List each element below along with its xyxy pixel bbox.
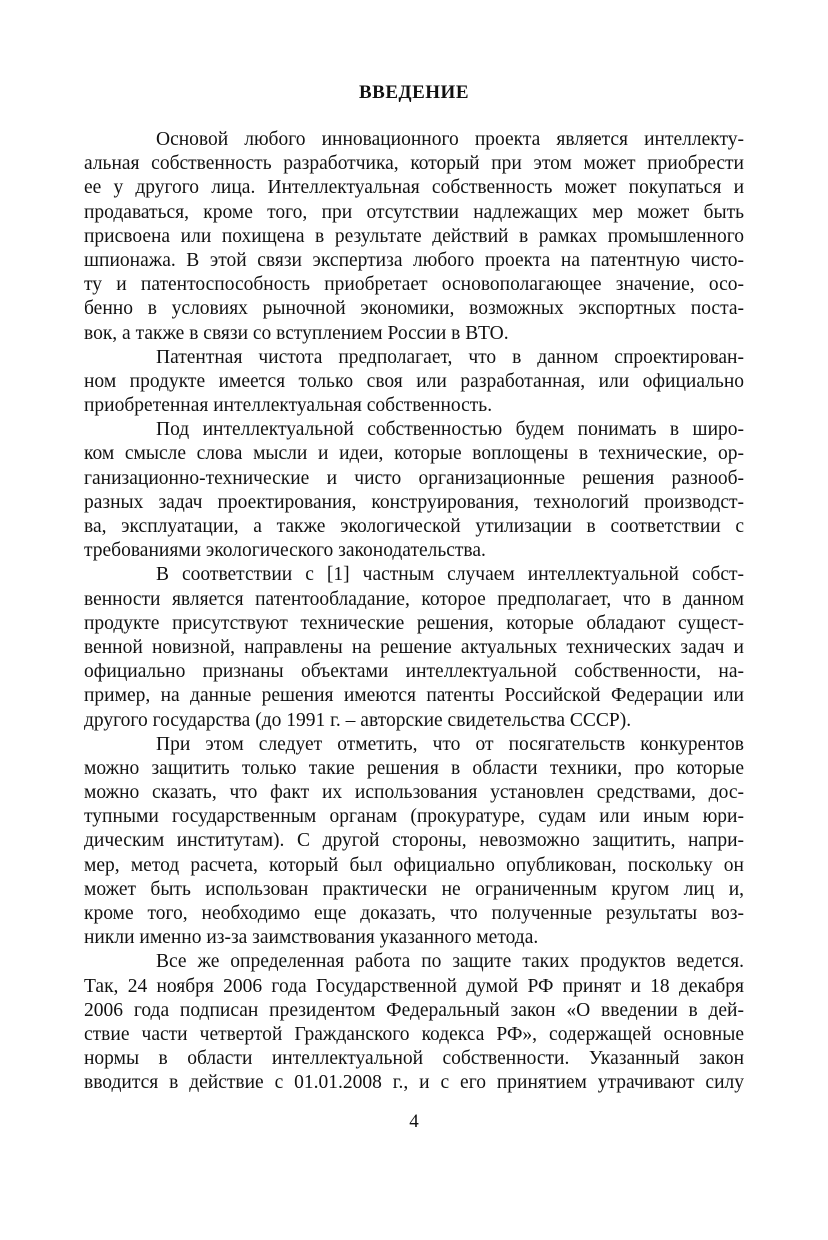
text-line: нормы в области интеллектуальной собственности. Указанный закон <box>84 1048 744 1070</box>
paragraph <box>84 950 744 1095</box>
text-line: продукте присутствуют технические решения, которые обладают сущест- <box>84 612 744 634</box>
document-page <box>84 80 744 1220</box>
text-line: ва, эксплуатации, а также экологической утилизации в соответствии с <box>84 516 744 537</box>
text-line: Основой любого инновационного проекта является интеллекту- <box>156 129 744 150</box>
text-line: вводится в действие с 01.01.2008 г., и с его принятием утрачивают силу <box>84 1072 744 1094</box>
text-line: продаваться, кроме того, при отсутствии надлежащих мер может быть <box>84 201 744 223</box>
text-line: Все же определенная работа по защите таких продуктов ведется. <box>156 951 744 973</box>
text-line: Под интеллектуальной собственностью будем понимать в широ- <box>156 419 744 441</box>
text-line: Патентная чистота предполагает, что в данном спроектирован- <box>156 346 744 368</box>
text-line: дическим институтам). С другой стороны, невозможно защитить, напри- <box>84 830 744 852</box>
text-line: венности является патентообладание, которое предполагает, что в данном <box>84 588 744 610</box>
text-line: кроме того, необходимо еще доказать, что полученные результаты воз- <box>84 903 744 924</box>
text-line: разных задач проектирования, конструирования, технологий производст- <box>84 491 744 513</box>
text-line: пример, на данные решения имеются патенты Российской Федерации или <box>84 685 744 707</box>
text-line: требованиями экологического законодательства. <box>84 540 486 562</box>
text-line: приобретенная интеллектуальная собственность. <box>84 395 493 417</box>
text-line: официально признаны объектами интеллектуальной собственности, на- <box>84 661 744 683</box>
text-line: ком смысле слова мысли и идеи, которые воплощены в технические, ор- <box>84 443 744 465</box>
text-line: присвоена или похищена в результате действий в рамках промышленного <box>84 225 744 247</box>
text-line: ту и патентоспособность приобретает основополагающее значение, осо- <box>84 274 744 296</box>
text-line: бенно в условиях рыночной экономики, возможных экспортных поста- <box>84 298 744 320</box>
page-number: 4 <box>409 1111 419 1132</box>
text-line: 2006 года подписан президентом Федеральный закон «О введении в дей- <box>84 999 744 1021</box>
text-line: ее у другого лица. Интеллектуальная собственность может покупаться и <box>84 177 744 199</box>
body-text <box>84 128 744 1096</box>
text-line: мер, метод расчета, который был официально опубликован, поскольку он <box>84 854 744 876</box>
paragraph <box>84 128 744 346</box>
paragraph <box>84 346 744 419</box>
text-line: При этом следует отметить, что от посягательств конкурентов <box>156 733 744 755</box>
text-line: может быть использован практически не ограниченным кругом лиц и, <box>84 878 744 900</box>
text-line: тупными государственным органам (прокуратуре, судам или иным юри- <box>84 806 744 828</box>
text-line: альная собственность разработчика, который при этом может приобрести <box>84 153 744 175</box>
text-line: шпионажа. В этой связи экспертиза любого проекта на патентную чисто- <box>84 249 744 271</box>
paragraph <box>84 418 744 563</box>
text-line: никли именно из-за заимствования указанного метода. <box>84 927 539 949</box>
text-line: другого государства (до 1991 г. – авторские свидетельства СССР). <box>84 709 632 731</box>
paragraph <box>84 733 744 951</box>
text-line: ствие части четвертой Гражданского кодекса РФ», содержащей основные <box>84 1023 744 1045</box>
text-line: В соответствии с [1] частным случаем интеллектуальной собст- <box>156 564 744 586</box>
text-line: венной новизной, направлены на решение актуальных технических задач и <box>84 636 744 658</box>
text-line: можно сказать, что факт их использования установлен средствами, дос- <box>84 782 744 804</box>
text-line: Так, 24 ноября 2006 года Государственной думой РФ принят и 18 декабря <box>84 975 744 997</box>
text-line: ном продукте имеется только своя или разработанная, или официально <box>84 370 744 392</box>
text-line: вок, а также в связи со вступлением России в ВТО. <box>84 322 509 344</box>
text-line: можно защитить только такие решения в области техники, про которые <box>84 757 744 779</box>
text-line: ганизационно-технические и чисто организационные решения разнооб- <box>84 467 744 489</box>
paragraph <box>84 563 744 732</box>
section-heading: ВВЕДЕНИЕ <box>359 82 469 103</box>
